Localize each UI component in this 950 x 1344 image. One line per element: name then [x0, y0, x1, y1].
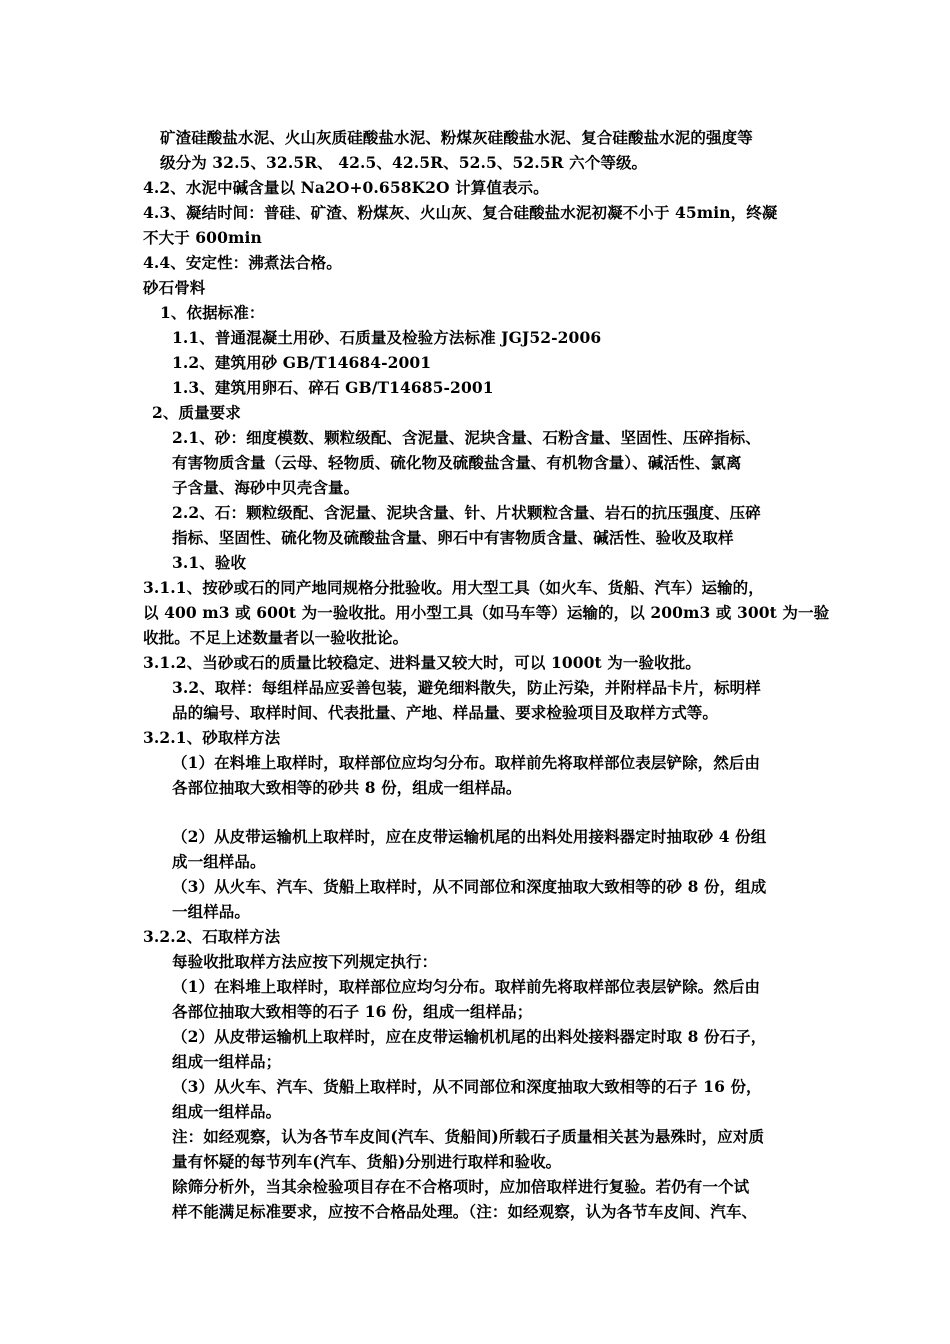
text-line: 4.3、凝结时间：普硅、矿渣、粉煤灰、火山灰、复合硅酸盐水泥初凝不小于 45min，终凝: [143, 203, 778, 222]
text-line: 各部位抽取大致相等的石子 16 份，组成一组样品；: [172, 1002, 533, 1021]
text-line: 1.1、普通混凝土用砂、石质量及检验方法标准 JGJ52-2006: [172, 328, 602, 347]
section-heading: 砂石骨料: [143, 278, 206, 297]
text-line: 以 400 m3 或 600t 为一验收批。用小型工具（如马车等）运输的，以 200m3 或 300t 为一验: [143, 603, 830, 622]
text-line: （1）在料堆上取样时，取样部位应均匀分布。取样前先将取样部位表层铲除，然后由: [172, 753, 761, 772]
text-line: 指标、坚固性、硫化物及硫酸盐含量、卵石中有害物质含量、碱活性、验收及取样: [172, 528, 734, 547]
text-line: 量有怀疑的每节列车(汽车、货船)分别进行取样和验收。: [172, 1152, 562, 1171]
text-line: 各部位抽取大致相等的砂共 8 份，组成一组样品。: [172, 778, 522, 797]
text-line: 品的编号、取样时间、代表批量、产地、样品量、要求检验项目及取样方式等。: [172, 703, 719, 722]
text-line: 1.2、建筑用砂 GB/T14684-2001: [172, 353, 432, 372]
text-line: （3）从火车、汽车、货船上取样时，从不同部位和深度抽取大致相等的石子 16 份，: [172, 1077, 762, 1096]
text-line: 2、质量要求: [152, 403, 241, 422]
text-line: 4.2、水泥中碱含量以 Na2O+0.658K2O 计算值表示。: [143, 178, 549, 197]
text-line: 有害物质含量（云母、轻物质、硫化物及硫酸盐含量、有机物含量）、碱活性、氯离: [172, 453, 742, 472]
text-line: 2.2、石：颗粒级配、含泥量、泥块含量、针、片状颗粒含量、岩石的抗压强度、压碎: [172, 503, 761, 522]
text-line: 每验收批取样方法应按下列规定执行：: [172, 952, 438, 971]
text-line: 矿渣硅酸盐水泥、火山灰质硅酸盐水泥、粉煤灰硅酸盐水泥、复合硅酸盐水泥的强度等: [160, 128, 753, 147]
text-line: 3.2、取样：每组样品应妥善包装，避免细料散失，防止污染，并附样品卡片，标明样: [172, 678, 761, 697]
text-line: （1）在料堆上取样时，取样部位应均匀分布。取样前先将取样部位表层铲除。然后由: [172, 977, 761, 996]
text-line: 3.1.1、按砂或石的同产地同规格分批验收。用大型工具（如火车、货船、汽车）运输的，: [143, 578, 764, 597]
text-line: （2）从皮带运输机上取样时，应在皮带运输机机尾的出料处接料器定时取 8 份石子，: [172, 1027, 767, 1046]
text-line: 3.1、验收: [172, 553, 247, 572]
text-line: 级分为 32.5、32.5R、 42.5、42.5R、52.5、52.5R 六个等级。: [160, 153, 648, 172]
text-line: 3.1.2、当砂或石的质量比较稳定、进料量又较大时，可以 1000t 为一验收批。: [143, 653, 701, 672]
text-line: 1.3、建筑用卵石、碎石 GB/T14685-2001: [172, 378, 494, 397]
text-line: 一组样品。: [172, 902, 251, 921]
text-line: （3）从火车、汽车、货船上取样时，从不同部位和深度抽取大致相等的砂 8 份，组成: [172, 877, 767, 896]
text-line: 样不能满足标准要求，应按不合格品处理。（注：如经观察，认为各节车皮间、汽车、: [172, 1202, 758, 1221]
text-line: 组成一组样品；: [172, 1052, 282, 1071]
text-line: 3.2.1、砂取样方法: [143, 728, 281, 747]
text-line: 2.1、砂：细度模数、颗粒级配、含泥量、泥块含量、石粉含量、坚固性、压碎指标、: [172, 428, 761, 447]
text-line: 4.4、安定性：沸煮法合格。: [143, 253, 342, 272]
text-line: 注：如经观察，认为各节车皮间(汽车、货船间)所载石子质量相关甚为悬殊时，应对质: [172, 1127, 765, 1146]
text-line: （2）从皮带运输机上取样时，应在皮带运输机尾的出料处用接料器定时抽取砂 4 份组: [172, 827, 767, 846]
text-line: 3.2.2、石取样方法: [143, 927, 281, 946]
text-line: 不大于 600min: [143, 228, 262, 247]
text-line: 子含量、海砂中贝壳含量。: [172, 478, 360, 497]
text-line: 组成一组样品。: [172, 1102, 282, 1121]
text-line: 除筛分析外，当其余检验项目存在不合格项时，应加倍取样进行复验。若仍有一个试: [172, 1177, 750, 1196]
text-line: 收批。不足上述数量者以一验收批论。: [143, 628, 409, 647]
text-line: 1、依据标准：: [160, 303, 265, 322]
text-line: 成一组样品。: [172, 852, 266, 871]
